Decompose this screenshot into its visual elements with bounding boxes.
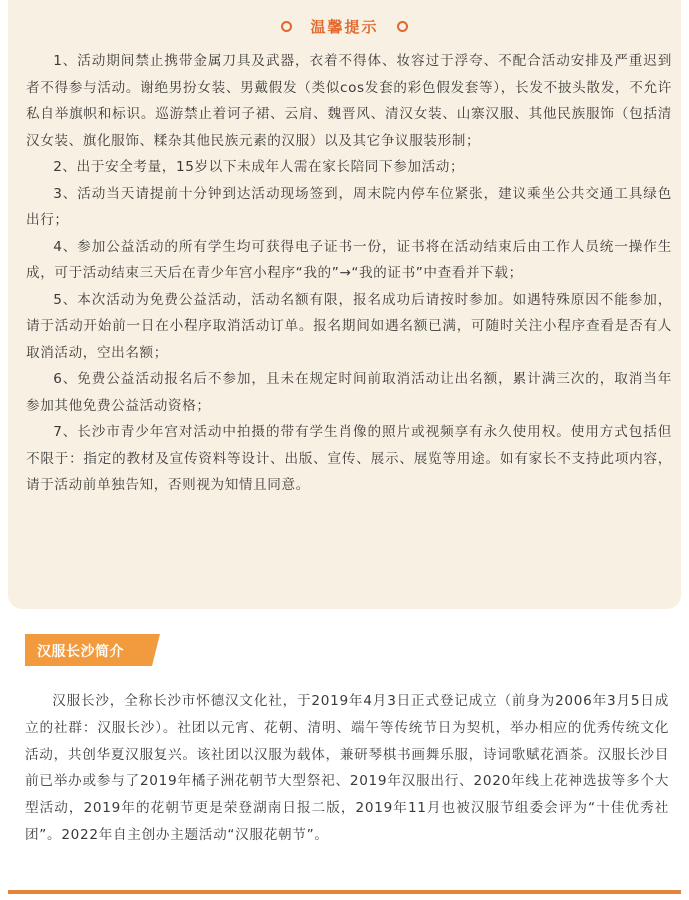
notice-item: 2、出于安全考量，15岁以下未成年人需在家长陪同下参加活动； [53,159,465,175]
notice-item: 6、免费公益活动报名后不参加，且未在规定时间前取消活动让出名额，累计满三次的，取消当年参加其他免费公益活动资格； [26,371,672,414]
bottom-divider [8,890,681,894]
notice-item: 7、长沙市青少年宫对活动中拍摄的带有学生肖像的照片或视频享有永久使用权。使用方式包括但不限于：指定的教材及宣传资料等设计、出版、宣传、展示、展览等用途。如有家长不支持此项内容，请于活动前单独告知，否则视为知情且同意。 [26,424,672,493]
notice-title: 温馨提示 [310,17,379,36]
notice-item: 1、活动期间禁止携带金属刀具及武器，衣着不得体、妆容过于浮夸、不配合活动安排及严重迟到者不得参与活动。谢绝男扮女装、男戴假发（类似cos发套的彩色假发套等），长发不披头散发，不允许私自举旗帜和标识。巡游禁止着诃子裙、云肩、魏晋风、清汉女装、山寨汉服、其他民族服饰（包括清汉女装、旗化服饰、糅杂其他民族元素的汉服）以及其它争议服装形制； [26,53,672,149]
circle-ornament-icon [397,21,408,32]
notice-item: 5、本次活动为免费公益活动，活动名额有限，报名成功后请按时参加。如遇特殊原因不能参加，请于活动开始前一日在小程序取消活动订单。报名期间如遇名额已满，可随时关注小程序查看是否有人取消活动，空出名额； [26,291,672,361]
notice-item: 4、参加公益活动的所有学生均可获得电子证书一份，证书将在活动结束后由工作人员统一操作生成，可于活动结束三天后在青少年宫小程序“我的”→“我的证书”中查看并下载； [26,238,672,281]
intro-text [25,688,669,849]
notice-header [8,14,681,38]
notice-list [26,48,672,499]
intro-paragraph: 汉服长沙，全称长沙市怀德汉文化社，于2019年4月3日正式登记成立（前身为2006年3月5日成立的社群：汉服长沙）。社团以元宵、花朝、清明、端午等传统节日为契机，举办相应的优秀传统文化活动，共创华夏汉服复兴。该社团以汉服为载体，兼研琴棋书画舞乐服，诗词歌赋花酒茶。汉服长沙目前已举办或参与了2019年橘子洲花朝节大型祭祀、2019年汉服出行、2020年线上花神选拔等多个大型活动，2019年的花朝节更是荣登湖南日报二版，2019年11月也被汉服节组委会评为“十佳优秀社团”。2022年自主创办主题活动“汉服花朝节”。 [25,693,669,843]
section-label-text: 汉服长沙简介 [37,644,124,660]
notice-panel [8,0,681,609]
notice-item: 3、活动当天请提前十分钟到达活动现场签到，周末院内停车位紧张，建议乘坐公共交通工具绿色出行； [26,185,672,228]
circle-ornament-icon [281,21,292,32]
